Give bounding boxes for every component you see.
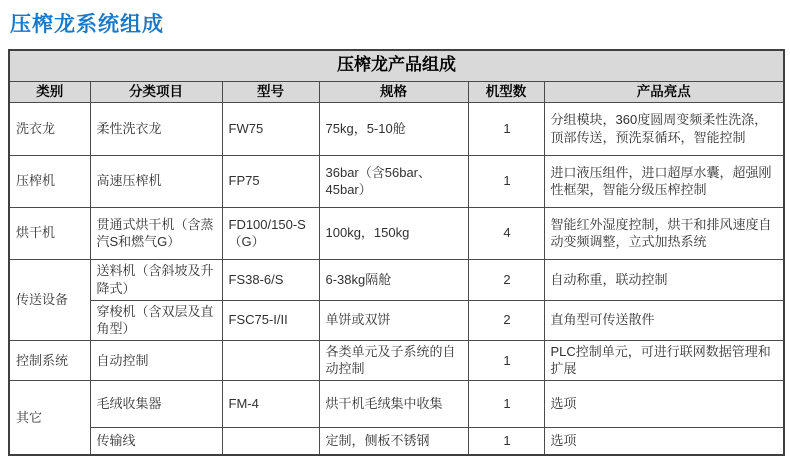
table-row [9,340,784,380]
table-row [9,155,784,207]
count-cell: 1 [468,102,544,155]
item-cell: 毛绒收集器 [90,380,222,427]
highlight-cell: 选项 [544,427,784,455]
spec-cell: 6-38kg隔舱 [319,259,468,300]
table-title: 压榨龙产品组成 [9,50,784,81]
spec-cell: 烘干机毛绒集中收集 [319,380,468,427]
item-cell: 传输线 [90,427,222,455]
highlight-cell: 智能红外湿度控制，烘干和排风速度自动变频调整，立式加热系统 [544,207,784,259]
table-row [9,102,784,155]
item-cell: 自动控制 [90,340,222,380]
table-row [9,207,784,259]
table-body [9,102,784,455]
category-cell: 其它 [9,380,90,455]
model-cell: FSC75-I/II [222,300,319,340]
item-cell: 高速压榨机 [90,155,222,207]
highlight-cell: 分组模块，360度圆周变频柔性洗涤，顶部传送，预洗泵循环，智能控制 [544,102,784,155]
column-header-item: 分类项目 [90,81,222,102]
table-row [9,259,784,300]
model-cell [222,427,319,455]
table-title-row [9,50,784,81]
highlight-cell: 自动称重，联动控制 [544,259,784,300]
table-header-row [9,81,784,102]
column-header-spec: 规格 [319,81,468,102]
category-cell: 洗衣龙 [9,102,90,155]
count-cell: 1 [468,427,544,455]
item-cell: 柔性洗衣龙 [90,102,222,155]
model-cell: FM-4 [222,380,319,427]
highlight-cell: 直角型可传送散件 [544,300,784,340]
spec-cell: 75kg，5-10舱 [319,102,468,155]
count-cell: 2 [468,259,544,300]
item-cell: 送料机（含斜坡及升降式） [90,259,222,300]
model-cell: FD100/150-S（G） [222,207,319,259]
highlight-cell: PLC控制单元，可进行联网数据管理和扩展 [544,340,784,380]
page-title: 压榨龙系统组成 [10,13,164,36]
item-cell: 贯通式烘干机（含蒸汽S和燃气G） [90,207,222,259]
count-cell: 1 [468,380,544,427]
spec-cell: 各类单元及子系统的自动控制 [319,340,468,380]
count-cell: 1 [468,155,544,207]
highlight-cell: 进口液压组件，进口超厚水囊，超强刚性框架，智能分级压榨控制 [544,155,784,207]
column-header-category: 类别 [9,81,90,102]
product-composition-table [8,49,785,456]
spec-cell: 100kg，150kg [319,207,468,259]
table-row [9,427,784,455]
model-cell: FP75 [222,155,319,207]
column-header-highlight: 产品亮点 [544,81,784,102]
table-row [9,300,784,340]
model-cell [222,340,319,380]
item-cell: 穿梭机（含双层及直角型） [90,300,222,340]
model-cell: FW75 [222,102,319,155]
category-cell: 控制系统 [9,340,90,380]
model-cell: FS38-6/S [222,259,319,300]
category-cell: 压榨机 [9,155,90,207]
spec-cell: 36bar（含56bar、45bar） [319,155,468,207]
table-row [9,380,784,427]
count-cell: 1 [468,340,544,380]
column-header-model: 型号 [222,81,319,102]
category-cell: 传送设备 [9,259,90,340]
count-cell: 4 [468,207,544,259]
category-cell: 烘干机 [9,207,90,259]
column-header-count: 机型数 [468,81,544,102]
highlight-cell: 选项 [544,380,784,427]
count-cell: 2 [468,300,544,340]
spec-cell: 定制，侧板不锈钢 [319,427,468,455]
spec-cell: 单饼或双饼 [319,300,468,340]
